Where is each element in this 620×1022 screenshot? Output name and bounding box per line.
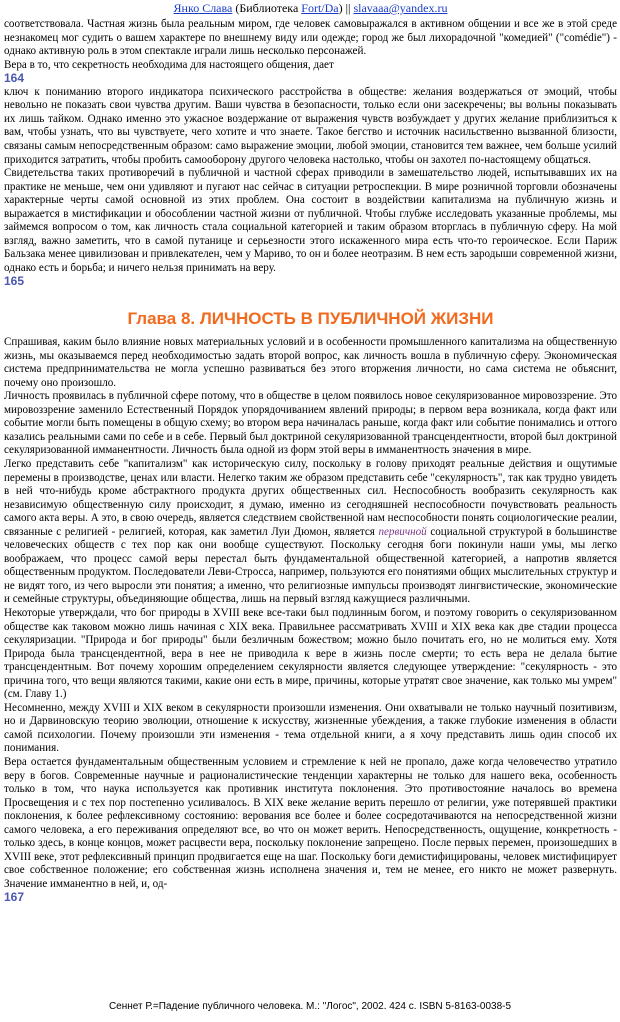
paragraph	[4, 458, 617, 607]
page-number: 167	[4, 890, 25, 905]
paragraph: Спрашивая, каким было влияние новых материальных условий и в особенности промышленного капитализма на общественную жизнь, мы оказываемся перед необходимостью задать второй вопрос, как личность вошла в публичную сферу. Экономическая система предпринимательства не могла успешно развиваться без этого вторжения личности, но сама система не объяснит, почему оно произошло.	[4, 336, 617, 389]
page-header	[4, 1, 617, 18]
paragraph: соответствовала. Частная жизнь была реальным миром, где человек самовыражался в активном общении и все же в этой среде незнакомец мог судить о вашем характере по внешнему виду или одежде; город же был лихорадочной "комедией" ("comédie") - однако активную роль в этом спектакле играли лишь несколько персонажей.	[4, 18, 617, 58]
paragraph: Вера в то, что секретность необходима для настоящего общения, дает	[4, 58, 334, 71]
paragraph-text: социальной структурой в большинстве человеческих обществ с тех пор как они вообще существуют. Поскольку сегодня боги покинули наши умы, мы легко воображаем, что процесс самой веры перестал быть фундаментальной общественной категорией, а напротив является общественным продуктом. Последователи Леви-Стросса, например, пользуются его понятиями общих мыслительных структур и не видят того, из чего выросли эти понятия; а именно, что религиозные импульсы производят лингвистические, экономические и семейные структуры, объединяющие общества, лишь на первый взгляд кажущиеся различными.	[4, 525, 617, 606]
emphasized-term: первичной	[378, 525, 427, 538]
page-number: 164	[4, 71, 25, 86]
email-link[interactable]: slavaaa@yandex.ru	[353, 1, 448, 15]
page-footer: Сеннет Р.=Падение публичного человека. М.: "Логос", 2002. 424 с. ISBN 5-8163-0038-5	[108, 1001, 512, 1012]
paragraph: Некоторые утверждали, что бог природы в XVIII веке все-таки был подлинным богом, и поэтому говорить о секуляризованном обществе как таковом можно лишь начиная с XIX века. Правильнее рассматривать XVIII и XIX века как две стадии процесса секуляризации. "Природа и бог природы" были безличным божеством; можно было почитать его, но не молиться ему. Хотя Природа была трансцендентной, вера в нее не приводила к вере в жизнь после смерти; то есть вера не делала бытие трансцендентным. Вот почему хорошим определением секулярности является следующее утверждение: "секулярность - это причина того, что вещи являются такими, какие они есть в мире, причины, которые утратят свое значение, как только мы умрем" (см. Главу 1.)	[4, 606, 617, 701]
paragraph: Свидетельства таких противоречий в публичной и частной сферах приводили в замешательство людей, испытывавших их на практике не меньше, чем они удивляют и пугают нас сейчас в ситуации ретроспекции. В мире розничной торговли обозначены характерные черты самой основной из этих проблем. Она состоит в воздействии капитализма на публичную жизнь и выражается в мистификации и обособлении частной жизни от публичной. Чтобы глубже исследовать указанные проблемы, мы займемся вопросом о том, как личность стала социальной категорией и таким образом вторглась в публичную сферу. На мой взгляд, важно заметить, что в самой путанице и серьезности этого искаженного мира есть что-то героическое. Если Париж Бальзака менее цивилизован и привлекателен, чем у Мариво, то он и более неотразим. В нем есть зародыши современной жизни, однако есть и борьба; и ничего нельзя принимать на веру.	[4, 167, 617, 274]
page-number: 165	[4, 274, 25, 289]
separator: ) ||	[338, 1, 354, 15]
paragraph: Личность проявилась в публичной сфере потому, что в обществе в целом появилось новое секуляризованное мировоззрение. Это мировоззрение заменило Естественный Порядок упорядочиванием явлений природы; в первом вера возникала, когда факт или событие могли быть помещены в общую схему; во втором вера начиналась раньше, когда факт или событие понимались и оттого казались реальными сами по себе и в себе. Первый был доктриной секуляризованной трансцендентности, второй был доктриной секуляризованной имманентности. Личность была одной из форм этой веры в имманентность значения в мире.	[4, 390, 617, 457]
paragraph: Несомненно, между XVIII и XIX веком в секулярности произошли изменения. Они охватывали не только научный позитивизм, но и Дарвиновскую теорию эволюции, отношение к искусству, жизненные убеждения, а также глубокие изменения в области самой психологии. Почему произошли эти изменения - тема отдельной книги, а я хочу представить лишь один способ их понимания.	[4, 701, 617, 755]
author-link[interactable]: Янко Слава	[173, 1, 233, 15]
library-link[interactable]: Fort/Da	[301, 1, 339, 15]
paragraph: ключ к пониманию второго индикатора психического расстройства в обществе: желания воздержаться от эмоций, чтобы невольно не показать свои чувства другим. Ваши чувства в безопасности, только если они засекречены; вы вольны показывать их лишь тайком. Однако именно это ужасное воздержание от выражения чувств возбуждает у других желание приблизиться к вам, чтобы узнать, что вы чувствуете, чего хотите и что знаете. Такое бегство и источник насильственно вызванной близости, связаны самым непосредственным образом: само выражение эмоции, любой эмоции, становится тем важнее, чем больше усилий приходится затратить, чтобы пробить самооборону другого человека настолько, чтобы он захотел по-настоящему общаться.	[4, 85, 617, 166]
chapter-title: Глава 8. ЛИЧНОСТЬ В ПУБЛИЧНОЙ ЖИЗНИ	[127, 309, 494, 329]
library-label: (Библиотека	[232, 1, 302, 15]
paragraph-text: Легко представить себе "капитализм" как историческую силу, поскольку в голову приходят реальные действия и ощутимые перемены в производстве, ценах или власти. Нелегко таким же образом представить себе "секулярность", так как трудно увидеть в ней что-нибудь кроме абстрактного продукта других общественных сил. Неспособность вообразить секулярность как независимую общественную силу происходит, я думаю, именно из сегодняшней неспособности почувствовать реальность самого акта веры. А это, в свою очередь, является следствием свойственной нам неспособности понять социологические реалии, связанные с религией - религией, которая, как заметил Луи Дюмон, является	[4, 457, 617, 538]
paragraph: Вера остается фундаментальным общественным условием и стремление к ней не пропало, даже когда человечество утратило веру в богов. Современные научные и рационалистические тенденции характерны не только для нашего века, особенность только в том, что наука используется как противник института поклонения. Это противостояние началось во времена Просвещения и с тех пор постепенно усиливалось. В XIX веке желание верить перешло от религии, уже потерявшей практики поклонения, к более рефлексивному состоянию: верования все более и более сосредотачиваются на непосредственной жизни самого человека, а его переживания определяют все, во что он может верить. Непосредственность, ощущение, конкретность - только здесь, в конце концов, может расцвести вера, поскольку поклонение запрещено. После первых перемен, произошедших в XVIII веке, этот рефлексивный принцип продвигается еще на шаг. Поскольку боги демистифицированы, человек мистифицирует свое собственное положение; его собственная жизнь исполнена значения и, тем не менее, его никто не может развернуть. Значение имманентно в ней, и, од-	[4, 755, 617, 890]
